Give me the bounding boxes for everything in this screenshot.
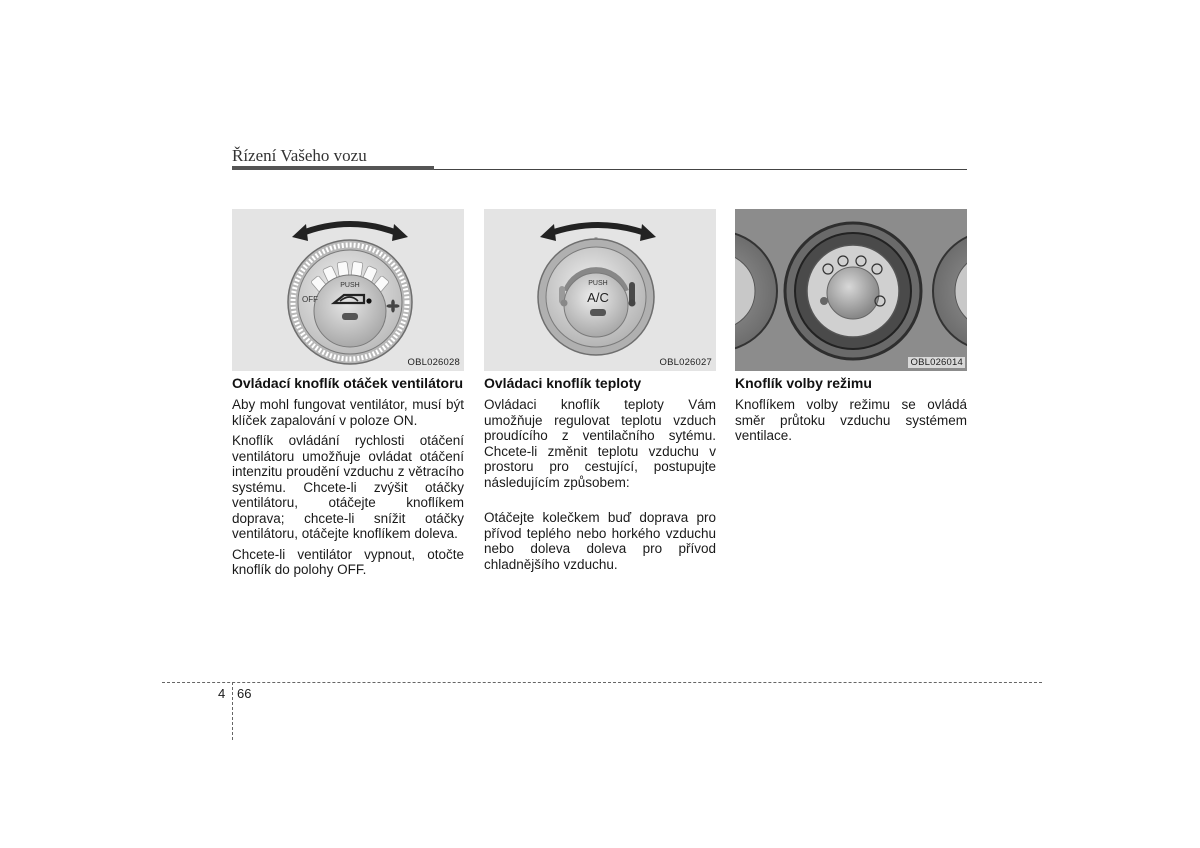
cold-indicator-icon	[561, 300, 568, 307]
header-rule-thick	[232, 166, 434, 170]
paragraph: Aby mohl fungovat ventilátor, musí být klíček zapalování v poloze ON.	[232, 397, 464, 428]
footer-divider	[232, 682, 233, 740]
section-heading: Ovládací knoflík otáček ventilátoru	[232, 375, 464, 391]
hot-indicator-icon	[629, 300, 636, 307]
header-rule-thin	[434, 169, 967, 170]
figure-code: OBL026014	[910, 357, 963, 368]
fan-knob-illustration	[232, 209, 464, 371]
paragraph: Otáčejte kolečkem buď doprava pro přívod teplého nebo horkého vzduchu nebo doleva doleva pro přívod chladnějšího vzduchu.	[484, 510, 716, 572]
push-label: PUSH	[588, 280, 608, 287]
section-temperature	[484, 209, 716, 577]
ac-label: A/C	[587, 290, 609, 305]
page-number: 66	[237, 686, 252, 701]
fan-speed-knob-figure	[232, 209, 464, 371]
temperature-knob-figure	[484, 209, 716, 371]
paragraph: Ovládaci knoflík teploty Vám umožňuje regulovat teplotu vzduch proudícího z ventilačního sytému. Chcete-li změnit teplotu vzduchu v prostoru pro cestující, postupujte následujícím způsobem:	[484, 397, 716, 490]
page-header-title: Řízení Vašeho vozu	[232, 146, 367, 165]
figure-code: OBL026027	[659, 357, 712, 368]
mode-knob-illustration	[735, 209, 967, 371]
paragraph: Knoflíkem volby režimu se ovládá směr průtoku vzduchu systémem ventilace.	[735, 397, 967, 443]
mode-knob-figure	[735, 209, 967, 371]
paragraph: Chcete-li ventilátor vypnout, otočte knoflík do polohy OFF.	[232, 546, 464, 577]
section-fan-speed	[232, 209, 464, 583]
off-label: OFF	[302, 295, 318, 304]
push-label: PUSH	[340, 282, 360, 289]
indicator-led	[366, 298, 371, 303]
footer-rule	[162, 682, 1042, 683]
paragraph: Knoflík ovládání rychlosti otáčení ventilátoru umožňuje ovládat otáčení intenzitu proudění vzduchu z větracího systému. Chcete-li zvýšit otáčky ventilátoru, otáčejte knoflíkem doprava; chcete-li snížit otáčky ventilátoru, otáčejte knoflíkem doleva.	[232, 433, 464, 541]
section-heading: Ovládaci knoflík teploty	[484, 375, 642, 391]
mode-indicator-icon	[820, 297, 828, 305]
temperature-knob-illustration	[484, 209, 716, 371]
section-mode-selection	[735, 209, 967, 449]
section-heading: Knoflík volby režimu	[735, 375, 872, 391]
figure-code: OBL026028	[407, 357, 460, 368]
chapter-number: 4	[218, 686, 226, 701]
